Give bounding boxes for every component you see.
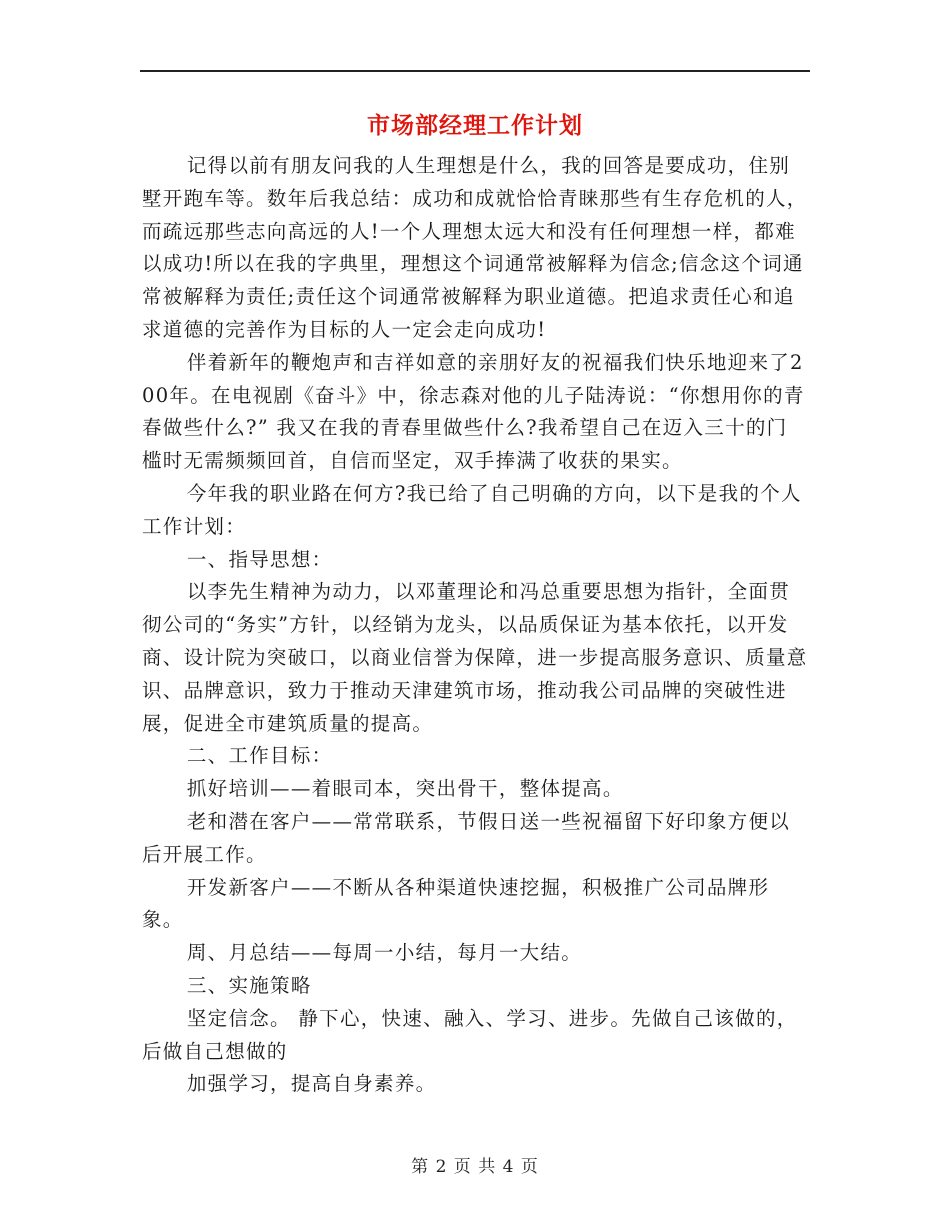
section-heading-strategy: 三、实施策略 [186, 973, 312, 997]
page-number: 第 2 页 共 4 页 [411, 1157, 539, 1177]
section-heading-guiding-ideology: 一、指导思想： [186, 547, 333, 571]
paragraph-goal-summaries: 周、月总结——每周一小结，每月一大结。 [186, 941, 583, 965]
paragraph-goal-training: 抓好培训——着眼司本，突出骨干，整体提高。 [186, 777, 624, 801]
document-body [142, 150, 808, 1101]
paragraph-goal-new-clients: 开发新客户——不断从各种渠道快速挖掘，积极推广公司品牌形象。 [142, 875, 770, 932]
paragraph-goal-existing-clients: 老和潜在客户——常常联系，节假日送一些祝福留下好印象方便以后开展工作。 [142, 809, 791, 866]
paragraph-career-path: 今年我的职业路在何方?我已给了自己明确的方向，以下是我的个人工作计划： [142, 481, 802, 538]
document-title: 市场部经理工作计划 [367, 112, 583, 139]
paragraph-intro: 记得以前有朋友问我的人生理想是什么，我的回答是要成功，住别墅开跑车等。数年后我总结：成功和成就恰恰青睐那些有生存危机的人，而疏远那些志向高远的人!一个人理想太远大和没有任何理想一样，都难以成功!所以在我的字典里，理想这个词通常被解释为信念;信念这个词通常被解释为责任;责任这个词通常被解释为职业道德。把追求责任心和追求道德的完善作为目标的人一定会走向成功! [142, 154, 808, 341]
paragraph-guiding-ideology: 以李先生精神为动力，以邓董理论和冯总重要思想为指针，全面贯彻公司的“务实”方针，以经销为龙头，以品质保证为基本依托，以开发商、设计院为突破口，以商业信誉为保障，进一步提高服务意识、质量意识、品牌意识，致力于推动天津建筑市场，推动我公司品牌的突破性进展，促进全市建筑质量的提高。 [142, 580, 808, 735]
paragraph-strategy-belief: 坚定信念。 静下心，快速、融入、学习、进步。先做自己该做的，后做自己想做的 [142, 1006, 798, 1063]
paragraph-strategy-learning: 加强学习，提高自身素养。 [186, 1072, 437, 1096]
section-heading-work-goals: 二、工作目标： [186, 744, 333, 768]
header-rule [140, 70, 810, 72]
paragraph-new-year: 伴着新年的鞭炮声和吉祥如意的亲朋好友的祝福我们快乐地迎来了200年。在电视剧《奋斗》中，徐志森对他的儿子陆涛说：“你想用你的青春做些什么?” 我又在我的青春里做些什么?我希望自己在迈入三十的门槛时无需频频回首，自信而坚定，双手捧满了收获的果实。 [142, 350, 805, 473]
